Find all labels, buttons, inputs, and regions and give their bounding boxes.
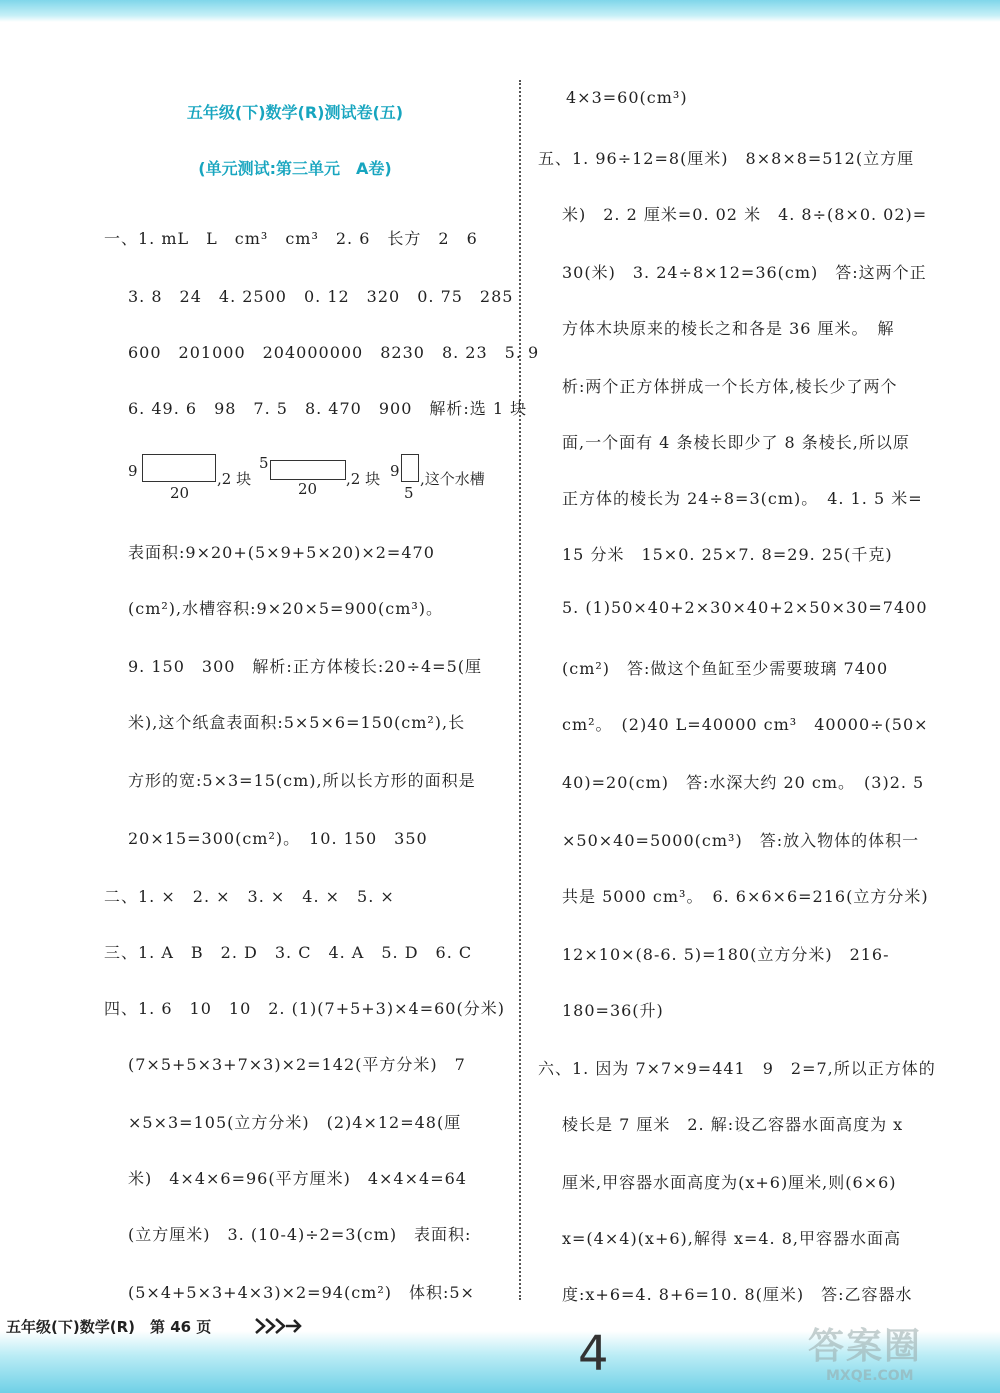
right-lines-text: 棱长是 7 厘米 2. 解:设乙容器水面高度为 x	[562, 1115, 904, 1134]
right-lines-text: 面,一个面有 4 条棱长即少了 8 条棱长,所以原	[562, 433, 910, 452]
rect-a-width-label: 20	[170, 484, 190, 502]
page-subtitle: (单元测试:第三单元 A卷)	[198, 159, 392, 178]
rect-b-width-label: 20	[298, 480, 318, 498]
watermark-logo	[808, 1318, 988, 1388]
left-lines-text: 米) 4×4×6=96(平方厘米) 4×4×4=64	[128, 1169, 467, 1188]
page-footer: 五年级(下)数学(R) 第 46 页	[6, 1318, 212, 1336]
rect-c-width-label: 5	[404, 484, 414, 502]
rect-b	[270, 460, 346, 480]
column-divider	[519, 80, 521, 1300]
right-lines-text: 米) 2. 2 厘米=0. 02 米 4. 8÷(8×0. 02)=	[562, 205, 928, 224]
top-decorative-band	[0, 0, 1000, 22]
left-lines-text: 600 201000 204000000 8230 8. 23 5. 9	[128, 343, 540, 362]
left-lines-text: (7×5+5×3+7×3)×2=142(平方分米) 7	[128, 1055, 466, 1074]
rect-a	[142, 454, 216, 482]
right-lines-text: 度:x+6=4. 8+6=10. 8(厘米) 答:乙容器水	[562, 1285, 913, 1304]
left-lines-text: 二、1. × 2. × 3. × 4. × 5. ×	[104, 887, 395, 906]
right-lines-text: 方体木块原来的棱长之和各是 36 厘米。 解	[562, 319, 895, 338]
rect-c	[401, 454, 419, 482]
left-lines-text: 9. 150 300 解析:正方体棱长:20÷4=5(厘	[128, 657, 482, 676]
right-lines-text: 六、1. 因为 7×7×9=441 9 2=7,所以正方体的	[538, 1059, 936, 1078]
rect-c-note: ,这个水槽	[420, 470, 485, 488]
left-lines-text: 3. 8 24 4. 2500 0. 12 320 0. 75 285	[128, 287, 514, 306]
left-lines-text: 20×15=300(cm²)。 10. 150 350	[128, 829, 428, 848]
right-lines-text: 5. (1)50×40+2×30×40+2×50×30=7400	[562, 598, 928, 617]
rect-c-height-label: 9	[390, 462, 400, 480]
left-lines-text: (立方厘米) 3. (10-4)÷2=3(cm) 表面积:	[128, 1225, 472, 1244]
left-lines-text: 一、1. mL L cm³ cm³ 2. 6 长方 2 6	[104, 229, 478, 248]
right-lines-text: 40)=20(cm) 答:水深大约 20 cm。 (3)2. 5	[562, 773, 925, 792]
left-lines-text: (cm²),水槽容积:9×20×5=900(cm³)。	[128, 599, 444, 618]
arrow-icon	[254, 1316, 304, 1336]
watermark-url: MXQE.COM	[826, 1368, 914, 1384]
right-lines-text: 180=36(升)	[562, 1001, 664, 1020]
right-lines-text: 共是 5000 cm³。 6. 6×6×6=216(立方分米)	[562, 887, 929, 906]
right-lines-text: 15 分米 15×0. 25×7. 8=29. 25(千克)	[562, 545, 893, 564]
left-lines-text: 四、1. 6 10 10 2. (1)(7+5+3)×4=60(分米)	[104, 999, 505, 1018]
left-lines-text: 表面积:9×20+(5×9+5×20)×2=470	[128, 543, 435, 562]
right-lines-text: (cm²) 答:做这个鱼缸至少需要玻璃 7400	[562, 659, 889, 678]
handwritten-mark: 4	[578, 1326, 609, 1382]
right-lines-text: x=(4×4)(x+6),解得 x=4. 8,甲容器水面高	[562, 1229, 901, 1248]
watermark-main: 答案圈	[808, 1326, 923, 1367]
left-lines-text: 方形的宽:5×3=15(cm),所以长方形的面积是	[128, 771, 476, 790]
left-lines-text: 6. 49. 6 98 7. 5 8. 470 900 解析:选 1 块	[128, 399, 528, 418]
right-lines-text: 4×3=60(cm³)	[566, 88, 688, 107]
right-lines-text: 析:两个正方体拼成一个长方体,棱长少了两个	[562, 377, 898, 396]
left-lines-text: ×5×3=105(立方分米) (2)4×12=48(厘	[128, 1113, 462, 1132]
right-lines-text: 正方体的棱长为 24÷8=3(cm)。 4. 1. 5 米=	[562, 489, 923, 508]
page-title: 五年级(下)数学(R)测试卷(五)	[186, 103, 404, 122]
left-lines-text: (5×4+5×3+4×3)×2=94(cm²) 体积:5×	[128, 1283, 475, 1302]
right-lines-text: 厘米,甲容器水面高度为(x+6)厘米,则(6×6)	[562, 1173, 897, 1192]
right-lines-text: 30(米) 3. 24÷8×12=36(cm) 答:这两个正	[562, 263, 927, 282]
right-lines-text: cm²。 (2)40 L=40000 cm³ 40000÷(50×	[562, 715, 929, 734]
left-lines-text: 三、1. A B 2. D 3. C 4. A 5. D 6. C	[104, 943, 473, 962]
right-lines-text: 五、1. 96÷12=8(厘米) 8×8×8=512(立方厘	[538, 149, 915, 168]
rect-b-height-label: 5	[259, 454, 269, 472]
rect-b-count: ,2 块	[346, 470, 381, 488]
left-lines-text: 米),这个纸盒表面积:5×5×6=150(cm²),长	[128, 713, 466, 732]
rect-a-height-label: 9	[128, 462, 138, 480]
right-lines-text: 12×10×(8-6. 5)=180(立方分米) 216-	[562, 945, 890, 964]
right-lines-text: ×50×40=5000(cm³) 答:放入物体的体积一	[562, 831, 920, 850]
rect-a-count: ,2 块	[217, 470, 252, 488]
